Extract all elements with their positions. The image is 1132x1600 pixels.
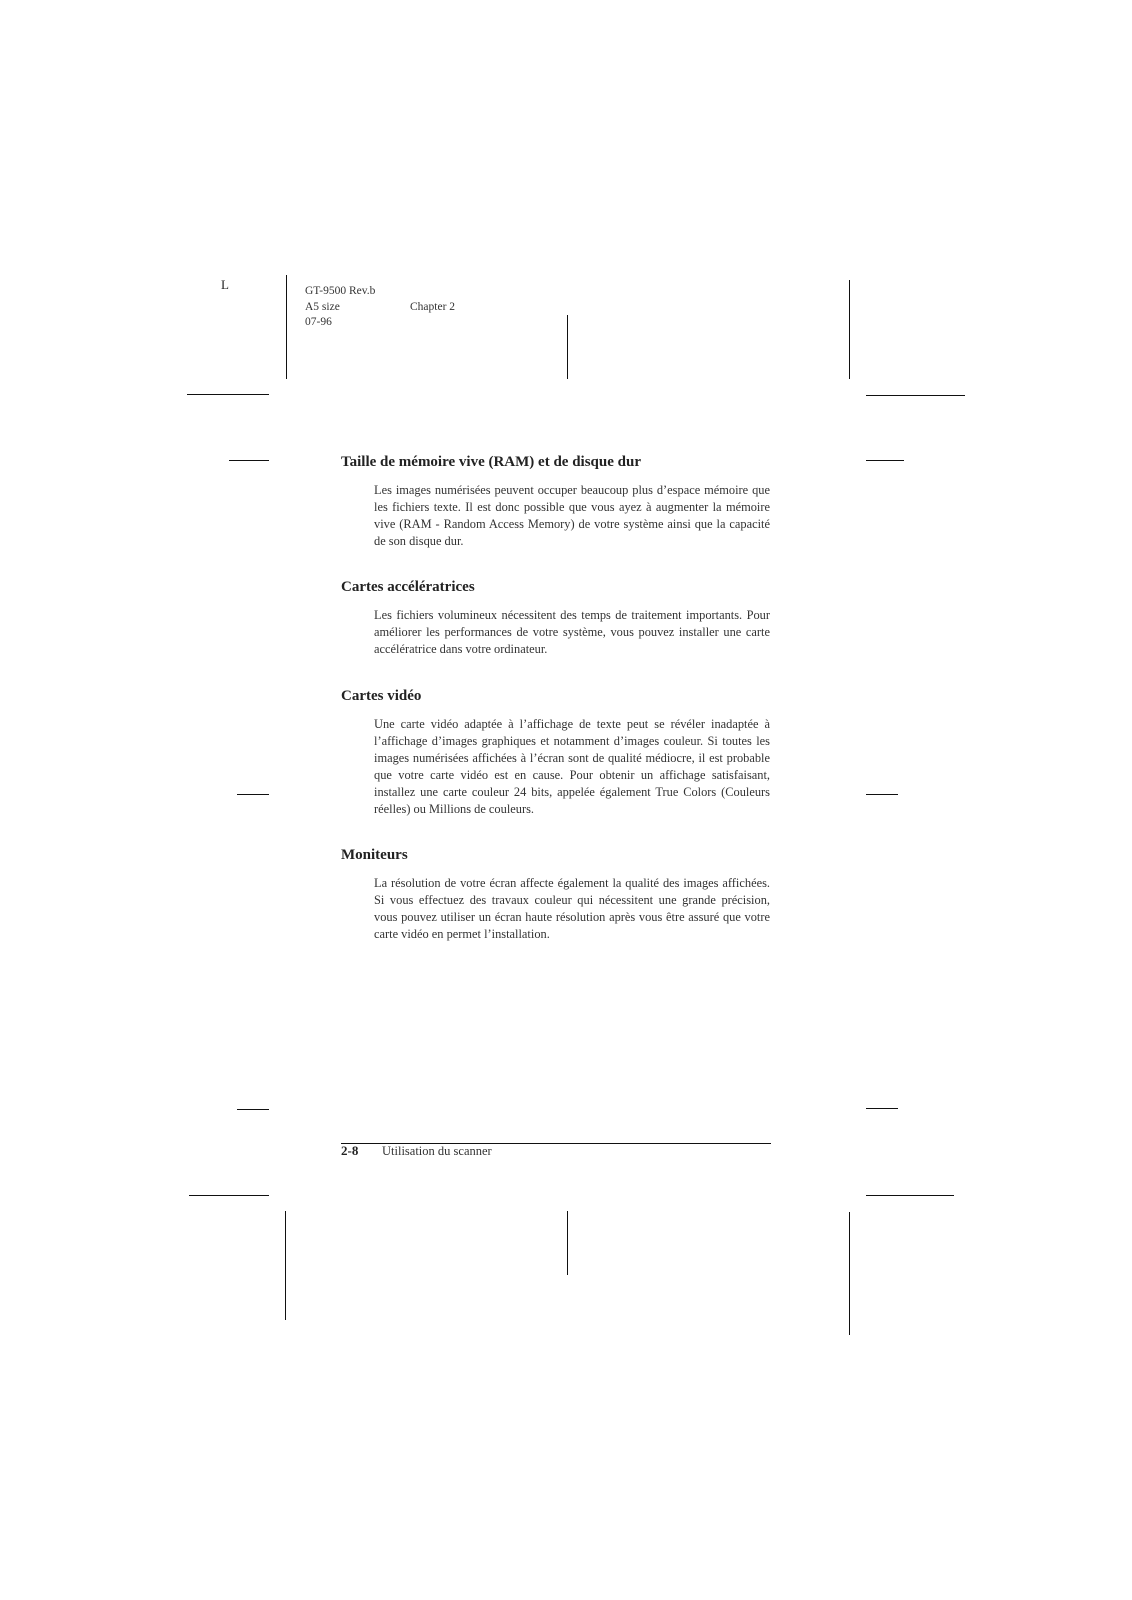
- crop-mark-top-right-vertical: [849, 280, 850, 379]
- section-accelerator-cards: [341, 577, 771, 658]
- crop-mark-top-center-vertical: [567, 315, 568, 379]
- section-title: Cartes vidéo: [341, 688, 422, 704]
- section-title: Moniteurs: [341, 847, 408, 863]
- crop-mark-upper-right-short: [866, 460, 904, 461]
- section-body: La résolution de votre écran affecte également la qualité des images affichées. Si vous effectuez des travaux couleur qui nécessitent une grande précision, vous pouvez utiliser un écran haute résolution après vous être assuré que votre carte vidéo en permet l’installation.: [374, 876, 770, 941]
- header-size: A5 size: [305, 301, 340, 313]
- crop-mark-top-left-horizontal: [187, 394, 269, 395]
- corner-mark: L: [221, 277, 229, 292]
- crop-mark-bottom-left-horizontal: [189, 1195, 269, 1196]
- header-chapter: Chapter 2: [410, 301, 456, 313]
- crop-mark-bottom-center-vertical: [567, 1211, 568, 1275]
- page-number: 2-8: [341, 1143, 359, 1158]
- crop-mark-lower-left-short: [237, 1109, 269, 1110]
- section-body: Une carte vidéo adaptée à l’affichage de texte peut se révéler inadaptée à l’affichage d’images graphiques et notamment d’images couleur. Si toutes les images numérisées affichées à l’écran sont de qualité médiocre, il est probable que votre carte vidéo est en cause. Pour obtenir un affichage satisfaisant, installez une carte couleur 24 bits, appelée également True Colors (Couleurs réelles) ou Millions de couleurs.: [374, 717, 770, 816]
- crop-mark-bottom-right-horizontal: [866, 1195, 954, 1196]
- crop-mark-bottom-left-vertical: [285, 1211, 286, 1320]
- crop-mark-top-right-horizontal: [866, 395, 965, 396]
- section-body: Les fichiers volumineux nécessitent des temps de traitement importants. Pour améliorer les performances de votre système, vous pouvez installer une carte accélératrice dans votre ordinateur.: [374, 608, 770, 656]
- header-model: GT-9500 Rev.b: [305, 285, 376, 297]
- crop-mark-lower-right-short: [866, 1108, 898, 1109]
- header-date: 07-96: [305, 316, 332, 328]
- section-ram-disk: [341, 452, 771, 550]
- section-title: Cartes accélératrices: [341, 579, 475, 595]
- section-title: Taille de mémoire vive (RAM) et de disque dur: [341, 454, 641, 470]
- section-body: Les images numérisées peuvent occuper beaucoup plus d’espace mémoire que les fichiers texte. Il est donc possible que vous ayez à augmenter la mémoire vive (RAM - Random Access Memory) de votre système ainsi que la capacité de son disque dur.: [374, 483, 770, 548]
- running-footer-title: Utilisation du scanner: [382, 1144, 492, 1158]
- section-monitors: [341, 845, 771, 943]
- section-video-cards: [341, 686, 771, 818]
- crop-mark-top-left-vertical: [286, 275, 287, 379]
- page-content: [341, 452, 771, 943]
- crop-mark-upper-left-short: [229, 460, 269, 461]
- crop-mark-middle-left: [237, 794, 269, 795]
- crop-mark-middle-right: [866, 794, 898, 795]
- crop-mark-bottom-right-vertical: [849, 1212, 850, 1335]
